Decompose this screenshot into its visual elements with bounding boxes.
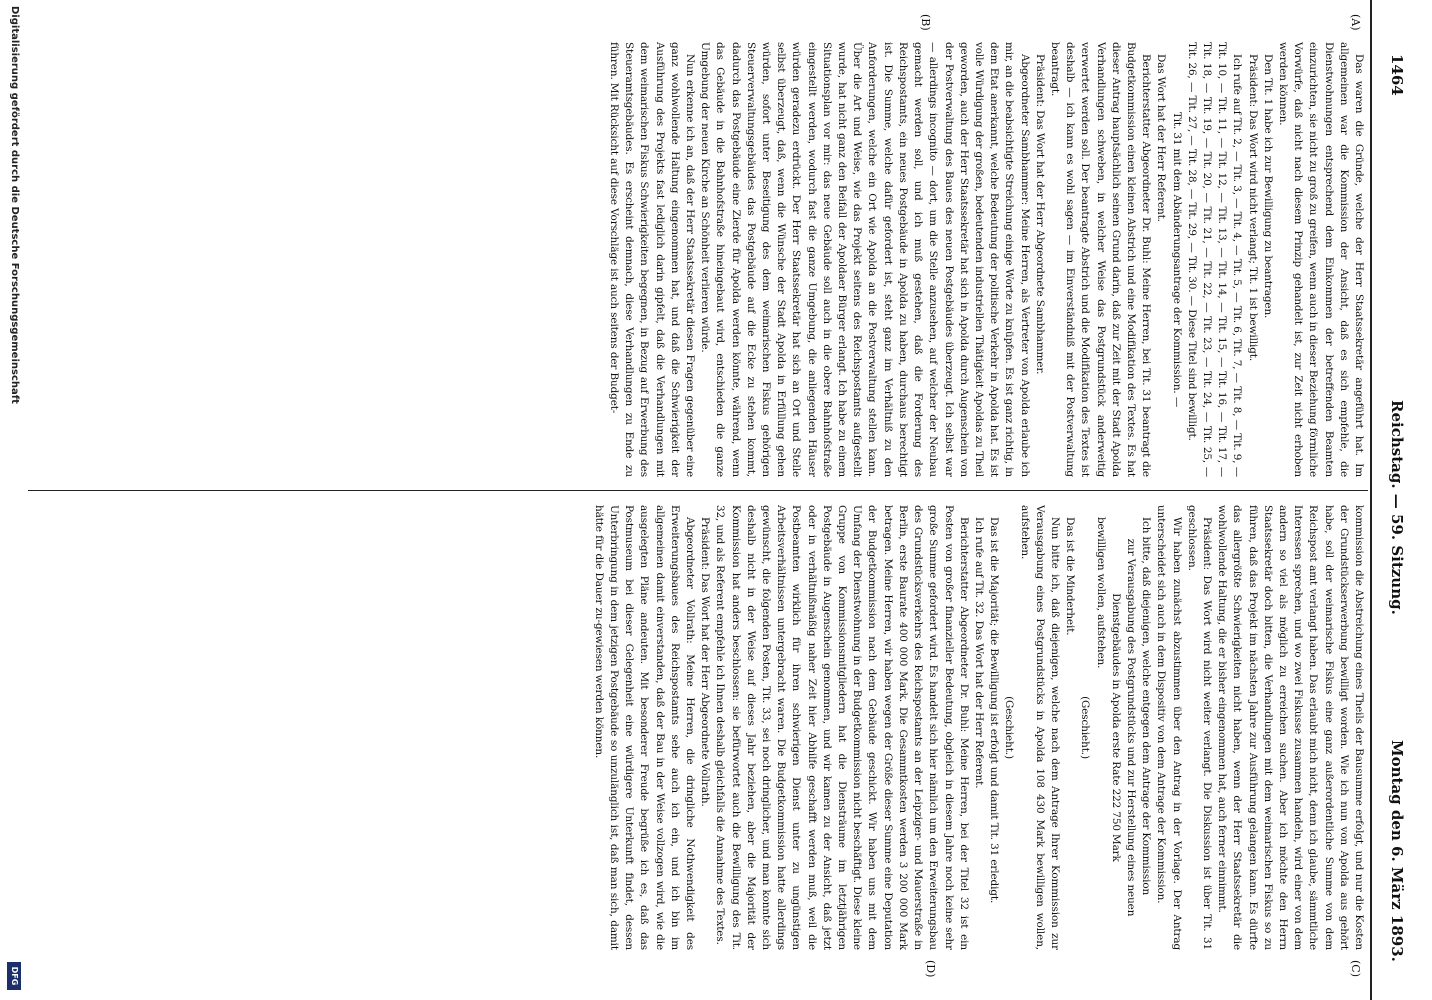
right-text-column bbox=[26, 505, 1366, 950]
paragraph: Abgeordneter Sambhammer: Meine Herren, als Vertreter von Apolda erlaube ich mir, an die beabsichtigte Streichung einige Worte zu knüpfen. Es ist ganz richtig, in dem Etat anerkannt, welche Bedeutung der politische Verkehr in Apolda hat. Es ist volle Würdigung der großen, bedeutenden industriellen Thätigkeit Apoldas zu Theil geworden, auch der Herr Staatssekretär hat sich in Apolda durch Augenschein von der Postverwaltung des Baues des neuen Postgebäudes überzeugt. Ich selbst war — allerdings incognito — dort, um die Stelle anzusehen, auf welcher der Neubau gemacht werden soll, und ich muß gestehen, daß die Forderung des Reichspostamts, ein neues Postgebäude in Apolda zu haben, durchaus berechtigt ist. Die Summe, welche dafür gefordert ist, steht ganz im Verhältniß zu den Anforderungen, welche ein Ort wie Apolda an die Postverwaltung stellen kann. Über die Art und Weise, wie das Projekt seitens des Reichspostamts aufgestellt wurde, hat nicht ganz den Beifall der Apoldaer Bürger erlangt. Ich habe zu einem Situationsplan vor mir: das neue Gebäude soll auch in die obere Bahnhofstraße eingestellt werden, wodurch fast die ganze Umgebung, die anliegenden Häuser würden geradezu erdrückt. Der Herr Staatssekretär hat sich an Ort und Stelle selbst überzeugt, daß, wenn die Wünsche der Stadt Apolda in Erfüllung gehen würden, sofort unter Beseitigung des dem weimarischen Fiskus gehörigen Steuerverwaltungsgebäudes das Postgebäude auf die Ecke zu stehen kommt, dadurch das Postgebäude eine Zierde für Apolda werden könnte, während, wenn das Gebäude in die Bahnhofstraße hineingebaut wird, entschieden die ganze Umgebung der neuen Kirche an Schönheit verlieren würde. bbox=[699, 42, 1031, 477]
paragraph: (Geschieht.) bbox=[1079, 696, 1092, 759]
paragraph: Präsident: Das Wort wird nicht weiter verlangt. Die Diskussion ist über Tit. 31 geschlossen. bbox=[1185, 505, 1213, 950]
margin-marker-d: (D) bbox=[924, 960, 937, 978]
paragraph: Nun bitte ich, daß diejenigen, welche nach dem Antrage Ihrer Kommission zur Verausgabung eines Postgrundstücks in Apolda 108 430 Mark bewilligen wollen, aufstehen. bbox=[1018, 505, 1061, 950]
page-number: 1464 bbox=[1388, 54, 1406, 96]
session-date: Montag den 6. März 1893. bbox=[1388, 740, 1406, 962]
margin-marker-b: (B) bbox=[919, 14, 932, 31]
paragraph: (Geschieht.) bbox=[1003, 696, 1016, 759]
paragraph: Berichterstatter Abgeordneter Dr. Buhl: Meine Herren, bei Tit. 31 beantragt die Budgetkommission einen kleinen Abstrich und eine Modifikation des Textes. Es hat dieser Antrag hauptsächlich seinen Grund darin, daß zur Zeit mit der Stadt Apolda Verhandlungen schweben, in welcher Weise das Postgrundstück anderweitig verwertet werden soll. Der beantragte Abstrich und die Modifikation des Textes ist deshalb — ich kann es wohl sagen — im Einverständniß mit der Postverwaltung beantragt. bbox=[1048, 42, 1153, 477]
paragraph: Präsident: Das Wort hat der Herr Abgeordnete Sambhammer. bbox=[1033, 54, 1046, 375]
digitization-credit bbox=[4, 0, 22, 1000]
paragraph: Wir haben zunächst abzustimmen über den Antrag in der Vorlage. Der Antrag unterscheidet sich auch in dem Dispositiv von dem Antrage der Kommission. bbox=[1155, 505, 1183, 950]
paragraph: bewilligen wollen, aufstehen. bbox=[1094, 517, 1107, 669]
paragraph: Den Tit. 1 habe ich zur Bewilligung zu beantragen. bbox=[1261, 54, 1274, 319]
credit-text: Digitalisierung gefördert durch die Deutsche Forschungsgemeinschaft bbox=[9, 6, 20, 404]
paragraph: Präsident: Das Wort hat der Herr Abgeordnete Vollrath. bbox=[699, 517, 712, 807]
margin-marker-a: (A) bbox=[1349, 14, 1362, 31]
paragraph: Nun erkenne ich an, daß der Herr Staatssekretär diesen Fragen gegenüber eine ganz wohlwollende Haltung eingenommen hat, und daß die Schwierigkeit der Ausführung des Projekts fast lediglich darin gipfelt, daß die Verhandlungen mit dem weimarischen Fiskus Schwierigkeiten begegnen, in Bezug auf Erwerbung des Steueramtsgebäudes. Es erscheint demnach, diese Verhandlungen zu Ende zu führen. Mit Rücksicht auf diese Vorschläge ist auch seitens der Budget- bbox=[608, 42, 697, 477]
paragraph: Berichterstatter Abgeordneter Dr. Buhl: Meine Herren, bei der Titel 32 ist ein Posten von großer finanzieller Bedeutung, obgleich in diesem Jahre noch keine sehr große Summe gefordert wird. Es handelt sich hier nämlich um den Erweiterungsbau des Grundstücksverkehrs des Reichspostamts an der Leipziger- und Mauerstraße in Berlin, erste Baurate 400 000 Mark. Die Gesammtkosten werden 3 200 000 Mark betragen. Meine Herren, wir haben wegen der Größe dieser Summe eine Deputation der Budgetkommission nach dem Gebäude geschickt. Wir haben uns mit dem Umfang der Dienstwohnung in der Budgetkommission nicht beschäftigt. Diese kleine Gruppe von Kommissionsmitgliedern hat die Diensträume im letztjährigen Postgebäude in Augenschein genommen, und wir kamen zu der Ansicht, daß jetzt oder in verhältnißmäßig naher Zeit hier Abhilfe geschafft werden muß, weil die Postbeamten wirklich für ihren schwierigen Dienst unter zu ungünstigen Arbeitsverhältnissen untergebracht waren. Die Budgetkommission hatte allerdings gewünscht, die folgenden Posten, Tit. 33, sei noch dringlicher, und man konnte sich deshalb nicht in der Weise auf dieses Jahr beziehen, aber die Majorität der Kommission hat anders beschlossen: sie befürwortet auch die Bewilligung des Tit. 32, und als Referent empfehle ich Ihnen deshalb gleichfalls die Annahme des Textes. bbox=[714, 505, 970, 950]
column-divider bbox=[28, 490, 1368, 491]
session-title: Reichstag. — 59. Sitzung. bbox=[1388, 400, 1406, 615]
paragraph: kommission die Abstreichung eines Theils der Bausumme erfolgt, und nur die Kosten der Grundstückserwerbung bewilligt worden. Wie ich nun von Apolda aus gehört habe, soll der weimarische Fiskus eine ganz außerordentliche Summe von dem Reichspost amt verlangt haben. Das erlaubt mich nicht, denn ich glaube, sämmtliche Interessen sprechen, und wo zwei Fiskusse zusammen handeln, wird einer von dem andern so viel als möglich zu erreichen suchen. Aber ich möchte den Herrn Staatssekretär doch bitten, die Verhandlungen mit dem weimarischen Fiskus so zu führen, daß das Projekt im nächsten Jahre zur Ausführung gelangen kann. Es dürfte das allergrößte Schwierigkeiten nicht haben, wenn der Herr Staatssekretär die wohlwollende Haltung, die er bisher eingenommen hat, auch ferner einnimmt. bbox=[1216, 505, 1365, 950]
paragraph: zur Verausgabung des Postgrundstücks und zur Herstellung eines neuen Dienstgebäudes in Apolda erste Rate 222 750 Mark bbox=[1109, 538, 1137, 917]
paragraph: Das waren die Gründe, welche der Herr Staatssekretär angeführt hat. Im allgemeinen war die Kommission der Ansicht, daß es sich empfehle, die Dienstwohnungen entsprechend dem Einkommen der betreffenden Beamten einzurichten, sie nicht zu groß zu greifen, wenn auch in dieser Beziehung förmliche Vorwürfe, daß nicht nach diesem Prinzip gehandelt ist, zur Zeit nicht erhoben werden können. bbox=[1276, 42, 1365, 477]
margin-marker-c: (C) bbox=[1349, 960, 1362, 977]
paragraph: Ich rufe auf Tit. 32. Das Wort hat der Herr Referent. bbox=[972, 517, 985, 789]
paragraph: Das ist die Majorität; die Bewilligung ist erfolgt und damit Tit. 31 erledigt. bbox=[988, 517, 1001, 904]
paragraph: Ich bitte, daß diejenigen, welche entgegen dem Antrage der Kommission bbox=[1140, 517, 1153, 896]
paragraph: Tit. 31 mit dem Abänderungsantrage der Kommission. — bbox=[1170, 111, 1183, 408]
paragraph: Präsident: Das Wort wird nicht verlangt; Tit. 1 ist bewilligt. bbox=[1246, 54, 1259, 362]
paragraph: Das ist die Minderheit. bbox=[1064, 517, 1077, 636]
page-header bbox=[1370, 0, 1416, 1000]
paragraph: Das Wort hat der Herr Referent. bbox=[1155, 54, 1168, 222]
left-text-column bbox=[26, 42, 1366, 477]
paragraph: Ich rufe auf Tit. 2, — Tit. 3, — Tit. 4, — Tit. 5, — Tit. 6, Tit. 7, — Tit. 8, — Tit. 9, — Tit. 10, — Tit. 11, — Tit. 12, — Tit. 13, — Tit. 14, — Tit. 15, — Tit. 16, — Tit. 17, — Tit. 18, — Tit. 19, — Tit. 20, — Tit. 21, — Tit. 22, — Tit. 23, — Tit. 24, — Tit. 25, — Tit. 26, — Tit. 27, — Tit. 28, — Tit. 29, — Tit. 30. — Diese Titel sind bewilligt. bbox=[1185, 42, 1244, 477]
dfg-logo: DFG bbox=[7, 962, 21, 990]
paragraph: Abgeordneter Vollrath: Meine Herren, die dringliche Nothwendigkeit des Erweiterungsbaues des Reichspostamts sehe auch ich ein, und ich bin im allgemeinen damit einverstanden, daß der Bau in der Weise vollzogen wird, wie die ausgelegten Pläne andeuten. Mit besonderer Freude begrüße ich es, daß das Postmuseum bei dieser Gelegenheit eine würdigere Unterkunft findet, dessen Unterbringung in dem jetzigen Postgebäude so unzulänglich ist, daß man sich, damit hätte für die Dauer zu-gewiesen werden können. bbox=[592, 505, 697, 950]
